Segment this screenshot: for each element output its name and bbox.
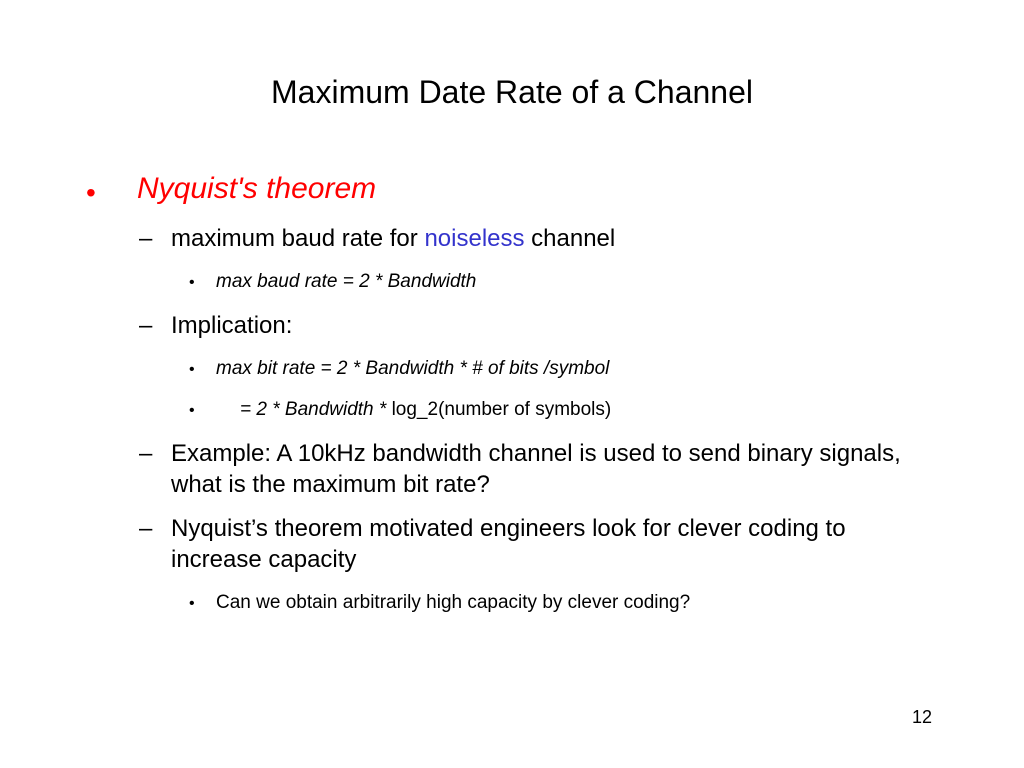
dash-marker: – [139, 312, 153, 339]
baud-formula: max baud rate = 2 * Bandwidth [216, 271, 477, 292]
dash-marker: – [139, 515, 153, 542]
log-formula-plain: log_2(number of symbols) [391, 399, 612, 420]
noiseless-highlight: noiseless [424, 225, 525, 252]
page-number: 12 [912, 707, 933, 727]
heading-nyquist-theorem: Nyquist's theorem [137, 172, 377, 205]
bit-rate-formula: max bit rate = 2 * Bandwidth * # of bits /symbol [216, 358, 610, 379]
slide-title: Maximum Date Rate of a Channel [271, 74, 753, 110]
item-question: Can we obtain arbitrarily high capacity by clever coding? [216, 592, 691, 613]
bullet-marker: • [189, 274, 195, 291]
item-baud-rate [171, 224, 615, 254]
dash-marker: – [139, 440, 153, 467]
bullet-marker: • [189, 402, 195, 419]
dash-marker: – [139, 225, 153, 252]
log-formula-italic: = 2 * Bandwidth * [240, 399, 392, 420]
item-implication: Implication: [171, 312, 293, 339]
log-formula [240, 398, 611, 422]
bullet-marker: • [189, 361, 195, 378]
item-motivation: Nyquist’s theorem motivated engineers look for clever coding to increase capacity [171, 515, 846, 573]
baud-text-after: channel [524, 225, 616, 252]
bullet-marker: • [189, 595, 195, 612]
item-example: Example: A 10kHz bandwidth channel is used to send binary signals, what is the maximum bit rate? [171, 440, 901, 498]
bullet-marker: • [86, 177, 96, 208]
baud-text-before: maximum baud rate for [171, 225, 425, 252]
